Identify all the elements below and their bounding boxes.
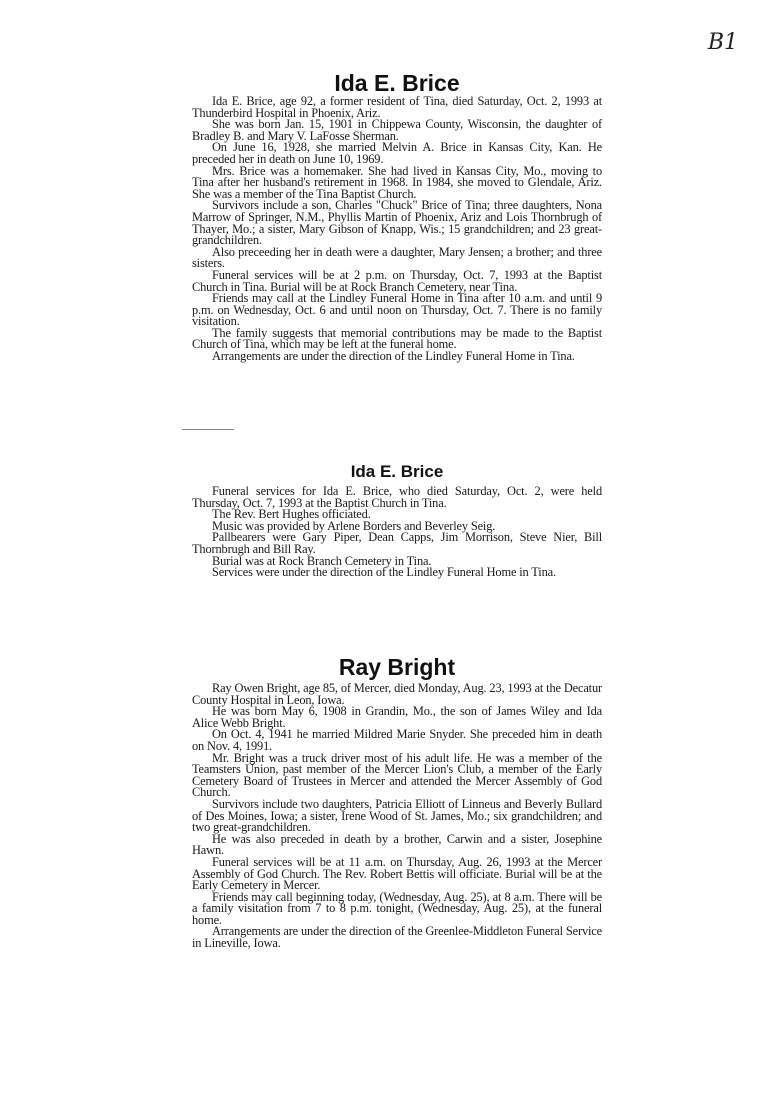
paragraph: Friends may call beginning today, (Wednesday, Aug. 25), at 8 a.m. There will be a family visitation from 7 to 8 p.m. tonight, (Wednesday, Aug. 25), at the funeral home. [192, 889, 602, 927]
headline: Ida E. Brice [350, 462, 444, 481]
funeral-notice-ida-brice [192, 462, 602, 579]
page-number: B1 [707, 30, 738, 55]
paragraph: Funeral services will be at 2 p.m. on Thursday, Oct. 7, 1993 at the Baptist Church in Tina. Burial will be at Rock Branch Cemetery, near Tina. [192, 267, 602, 294]
paragraph: Funeral services for Ida E. Brice, who died Saturday, Oct. 2, were held Thursday, Oct. 7, 1993 at the Baptist Church in Tina. [192, 484, 602, 510]
paragraph: Services were under the direction of the Lindley Funeral Home in Tina. [212, 565, 556, 580]
paragraph: He was born May 6, 1908 in Grandin, Mo., the son of James Wiley and Ida Alice Webb Bright. [192, 704, 602, 730]
paragraph: Mrs. Brice was a homemaker. She had lived in Kansas City, Mo., moving to Tina after her husband's retirement in 1968. In 1984, she moved to Glendale, Ariz. She was a member of the Tina Baptist Church. [192, 163, 602, 201]
paragraph: Survivors include a son, Charles "Chuck" Brice of Tina; three daughters, Nona Marrow of Springer, N.M., Phyllis Martin of Phoenix, Ariz and Lois Thornbrugh of Thayer, Mo.; a sister, Mary Gibson of Knapp, Wis.; 15 grandchildren; and 23 great-grandchildren. [192, 198, 602, 248]
paragraph: She was born Jan. 15, 1901 in Chippewa County, Wisconsin, the daughter of Bradley B. and Mary V. LaFosse Sherman. [192, 117, 602, 143]
article-body [192, 683, 602, 950]
paragraph: Mr. Bright was a truck driver most of his adult life. He was a member of the Teamsters Union, past member of the Mercer Lion's Club, a member of the Early Cemetery Board of Trustees in Mercer and attended the Mercer Assembly of God Church. [192, 750, 602, 800]
headline: Ida E. Brice [334, 70, 460, 96]
paragraph: Ida E. Brice, age 92, a former resident of Tina, died Saturday, Oct. 2, 1993 at Thunderbird Hospital in Phoenix, Ariz. [192, 94, 602, 120]
headline: Ray Bright [338, 654, 456, 680]
paragraph: Burial was at Rock Branch Cemetery in Tina. [212, 553, 432, 568]
paragraph: Pallbearers were Gary Piper, Dean Capps, Jim Morrison, Steve Nier, Bill Thornbrugh and Bill Ray. [192, 530, 602, 556]
paragraph: Arrangements are under the direction of the Lindley Funeral Home in Tina. [212, 349, 575, 364]
paragraph: Friends may call at the Lindley Funeral Home in Tina after 10 a.m. and until 9 p.m. on Wednesday, Oct. 6 and until noon on Thursday, Oct. 7. There is no family visitation. [192, 291, 602, 329]
paragraph: Ray Owen Bright, age 85, of Mercer, died Monday, Aug. 23, 1993 at the Decatur County Hospital in Leon, Iowa. [192, 681, 602, 707]
paragraph: He was also preceded in death by a brother, Carwin and a sister, Josephine Hawn. [192, 831, 602, 858]
paragraph: Arrangements are under the direction of the Greenlee-Middleton Funeral Service in Lineville, Iowa. [192, 924, 602, 951]
paragraph: Music was provided by Arlene Borders and Beverley Seig. [212, 518, 496, 533]
paragraph: The Rev. Bert Hughes officiated. [212, 507, 371, 522]
article-body [192, 96, 602, 363]
obituary-ida-brice [192, 70, 602, 363]
paragraph: The family suggests that memorial contributions may be made to the Baptist Church of Tina, which may be left at the funeral home. [192, 325, 602, 352]
article-body [192, 486, 602, 579]
obituary-ray-bright [192, 654, 602, 950]
paragraph: On Oct. 4, 1941 he married Mildred Marie Snyder. She preceded him in death on Nov. 4, 1991. [192, 727, 602, 753]
paragraph: Survivors include two daughters, Patricia Elliott of Linneus and Beverly Bullard of Des Moines, Iowa; a sister, Irene Wood of St. James, Mo.; six grandchildren; and two great-grandchildren. [192, 796, 602, 835]
paragraph: Funeral services will be at 11 a.m. on Thursday, Aug. 26, 1993 at the Mercer Assembly of God Church. The Rev. Robert Bettis will officiate. Burial will be at the Early Cemetery in Mercer. [192, 854, 602, 893]
paragraph: Also preceeding her in death were a daughter, Mary Jensen; a brother; and three sisters. [192, 244, 602, 271]
scan-artifact-line [182, 429, 234, 430]
paragraph: On June 16, 1928, she married Melvin A. Brice in Kansas City, Kan. He preceded her in death on June 10, 1969. [192, 140, 602, 166]
